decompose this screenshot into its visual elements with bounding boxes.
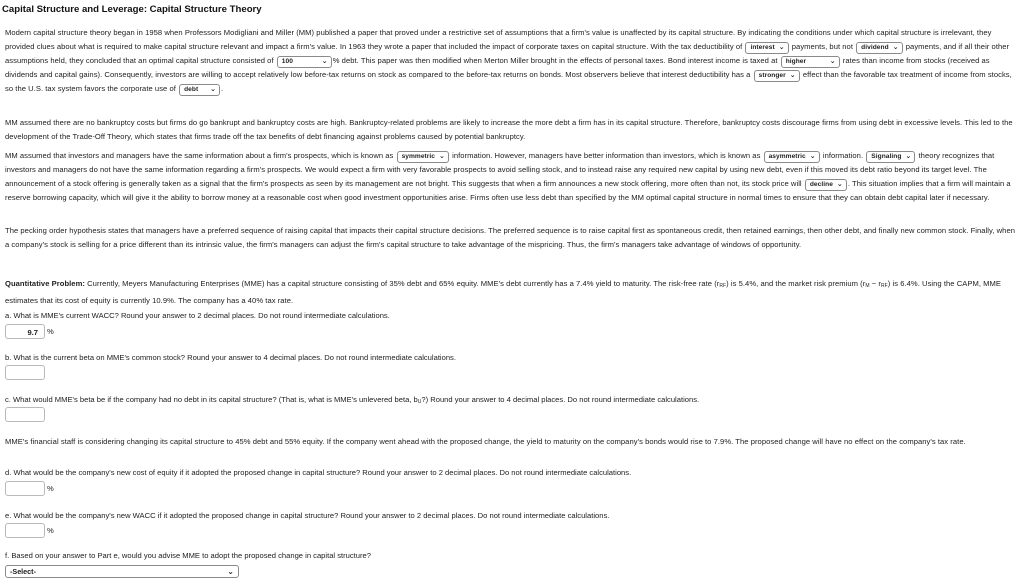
dropdown-interest-effect[interactable]: stronger ⌄ xyxy=(754,70,800,82)
dropdown-corporate-use[interactable]: debt ⌄ xyxy=(179,84,220,96)
question-b: b. What is the current beta on MME's common stock? Round your answer to 4 decimal places. Do not round intermediate calculations. xyxy=(5,353,456,362)
dropdown-symmetric[interactable]: symmetric ⌄ xyxy=(397,151,449,163)
percent-unit: % xyxy=(47,484,54,493)
dropdown-signaling[interactable]: Signaling ⌄ xyxy=(866,151,915,163)
answer-e-input[interactable] xyxy=(5,523,45,538)
answer-d-input[interactable] xyxy=(5,481,45,496)
percent-unit: % xyxy=(47,526,54,535)
dropdown-optimal-debt[interactable]: 100 ⌄ xyxy=(277,56,332,68)
chevron-down-icon: ⌄ xyxy=(809,153,816,160)
answer-a-input[interactable]: 9.7 xyxy=(5,324,45,339)
chevron-down-icon: ⌄ xyxy=(439,153,445,160)
dropdown-stock-price[interactable]: decline ⌄ xyxy=(805,179,847,191)
paragraph-signaling: MM assumed that investors and managers have the same information about a firm's prospects, which is known as symmetric ⌄ information. However, managers have better information than investors, which is known as asymmetric ⌄ information. Signaling ⌄ theory recognizes that investors and managers do not have the same information regarding a firm's prospects. We would expect a firm with very favorable prospects to avoid selling stock, and to instead raise any required new capital by using new debt, even if this moved its debt ratio beyond its target level. The announcement of a stock offering is generally taken as a signal that the firm's prospects as seen by its management are not bright. This suggests that when a firm announces a new stock offering, more often than not, its stock price will decline ⌄ . This situation implies that a firm will maintain a reserve borrowing capacity, which will give it the ability to borrow money at a reasonable cost when good investment opportunities arise. Firms often use less debt than specified by the MM optimal capital structure in normal times to ensure that they can obtain debt capital later if necessary. xyxy=(5,151,1011,202)
chevron-down-icon: ⌄ xyxy=(789,71,796,79)
paragraph-proposed-change: MME's financial staff is considering changing its capital structure to 45% debt and 55% equity. If the company went ahead with the proposed change, the yield to maturity on the company's bonds would rise to 7.9%. The proposed change will have no effect on the company's tax rate. xyxy=(5,437,966,446)
paragraph-trade-off: MM assumed there are no bankruptcy costs but firms do go bankrupt and bankruptcy costs are high. Bankruptcy-related problems are likely to increase the more debt a firm has in its capital structure. Therefore, bankruptcy costs discourage firms from using debt in excessive levels. This led to the development of the Trade-Off Theory, which states that firms trade off the tax benefits of debt financing against problems caused by potential bankruptcy. xyxy=(5,118,1013,141)
chevron-down-icon: ⌄ xyxy=(227,567,234,576)
answer-b-input[interactable] xyxy=(5,365,45,380)
question-e: e. What would be the company's new WACC if it adopted the proposed change in capital structure? Round your answer to 2 decimal places. Do not round intermediate calculations. xyxy=(5,511,610,520)
chevron-down-icon: ⌄ xyxy=(321,57,328,65)
text: Modern capital structure theory began in 1958 when Professors Modigliani and Miller (MM) published a paper that proved under a restrictive set of assumptions that a firm's value is unaffected by its capital structure. By indicating the conditions under which capital structure is irrelevant, they provided clues about what is required to make capital structure relevant and impact a firm's value. In 1963 they wrote a paper that included the impact of corporate taxes on capital structure. With the tax deductibility of xyxy=(5,28,992,51)
dropdown-bond-tax-rate[interactable]: higher ⌄ xyxy=(781,56,840,68)
paragraph-mm-theory: Modern capital structure theory began in 1958 when Professors Modigliani and Miller (MM) published a paper that proved under a restrictive set of assumptions that a firm's value is unaffected by its capital structure. By indicating the conditions under which capital structure is irrelevant, they provided clues about what is required to make capital structure relevant and impact a firm's value. In 1963 they wrote a paper that included the impact of corporate taxes on capital structure. With the tax deductibility of interest ⌄ payments, but not dividend ⌄ payments, and if all their other assumptions held, they concluded that an optimal capital structure consisted of 100 ⌄ % debt. This paper was then modified when Merton Miller brought in the effects of personal taxes. Bond interest income is taxed at higher ⌄ rates than income from stocks (received as dividends and capital gains). Consequently, investors are willing to accept relatively low before-tax returns on stock as compared to the before-tax returns on bonds. Most observers believe that interest deductibility has a stronger ⌄ effect than the favorable tax treatment of income from stocks, so the U.S. tax system favors the corporate use of debt ⌄ . xyxy=(5,26,1019,96)
dropdown-deductibility[interactable]: interest ⌄ xyxy=(745,42,788,54)
dropdown-asymmetric[interactable]: asymmetric ⌄ xyxy=(764,151,820,163)
question-f: f. Based on your answer to Part e, would you advise MME to adopt the proposed change in capital structure? xyxy=(5,551,371,560)
percent-unit: % xyxy=(47,327,54,336)
chevron-down-icon: ⌄ xyxy=(210,85,216,93)
chevron-down-icon: ⌄ xyxy=(905,153,912,160)
paragraph-pecking-order: The pecking order hypothesis states that managers have a preferred sequence of raising capital that impacts their capital structure decisions. The preferred sequence is to raise capital first as spontaneous credit, then retained earnings, then other debt, and finally new common stock. Finally, when a company's stock is selling for a price different than its intrinsic value, the firm's managers can adjust the firm's capital structure to take advantage of the mispricing. Thus, the firm's managers take advantage of windows of opportunity. xyxy=(5,226,1015,249)
chevron-down-icon: ⌄ xyxy=(829,57,836,65)
page-title: Capital Structure and Leverage: Capital Structure Theory xyxy=(2,4,262,15)
dropdown-not-deductible[interactable]: dividend ⌄ xyxy=(856,42,902,54)
question-c: c. What would MME's beta be if the company had no debt in its capital structure? (That is, what is MME's unlevered beta, $b_U$?) Round your answer to 4 decimal places. Do not round intermediate calculations. xyxy=(5,395,700,405)
quantitative-problem: Quantitative Problem: Currently, Meyers Manufacturing Enterprises (MME) has a capital structure consisting of 35% debt and 65% equity. MME's debt currently has a 7.4% yield to maturity. The risk-free rate $(r_{RF})$ is 5.4%, and the market risk premium $(r_M - r_{RF})$ is 6.4%. Using the CAPM, MME estimates that its cost of equity is currently 10.9%. The company has a 40% tax rate. xyxy=(5,279,1002,305)
advice-select[interactable]: -Select- ⌄ xyxy=(5,565,239,578)
chevron-down-icon: ⌄ xyxy=(778,43,785,51)
answer-c-input[interactable] xyxy=(5,407,45,422)
chevron-down-icon: ⌄ xyxy=(892,43,899,51)
question-d: d. What would be the company's new cost of equity if it adopted the proposed change in capital structure? Round your answer to 2 decimal places. Do not round intermediate calculations. xyxy=(5,468,632,477)
question-a: a. What is MME's current WACC? Round your answer to 2 decimal places. Do not round intermediate calculations. xyxy=(5,311,390,320)
chevron-down-icon: ⌄ xyxy=(836,180,843,188)
